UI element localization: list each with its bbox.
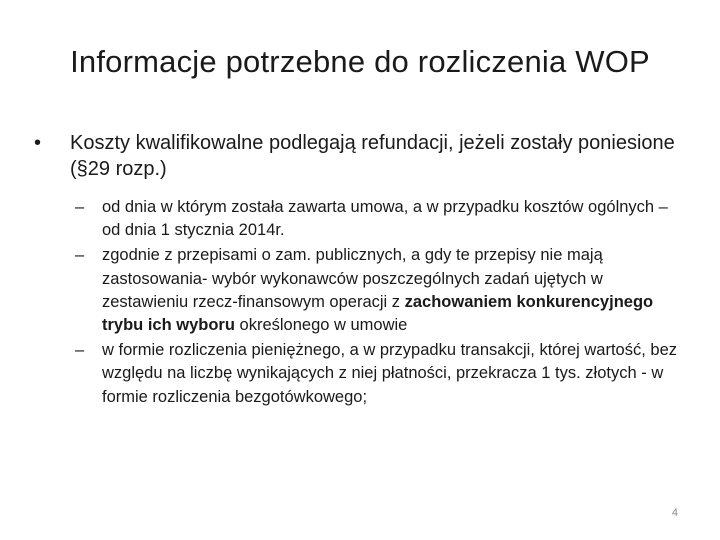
sub-bullet-marker: –: [75, 246, 85, 265]
page-number: 4: [671, 507, 678, 519]
slide-title: Informacje potrzebne do rozliczenia WOP: [70, 44, 650, 79]
main-bullet-text: Koszty kwalifikowalne podlegają refundacji, jeżeli zostały poniesione (§29 rozp.): [70, 132, 675, 180]
sub-bullet-item-start-date: [34, 196, 684, 242]
sub-bullet-item-procurement: [34, 244, 684, 337]
sub-bullet-text: w formie rozliczenia pieniężnego, a w przypadku transakcji, której wartość, bez względu na liczbę wynikających z niej płatności, przekracza 1 tys. złotych - w formie rozliczenia bezgotówkowego;: [102, 341, 678, 406]
sub-bullet-text-bold: zachowaniem konkurencyjnego trybu ich wyboru: [102, 292, 654, 335]
sub-bullet-text: od dnia w którym została zawarta umowa, a w przypadku kosztów ogólnych – od dnia 1 stycznia 2014r.: [102, 198, 668, 240]
main-bullet: [34, 130, 684, 182]
sub-bullet-text-before: zgodnie z przepisami o zam. publicznych, a gdy te przepisy nie mają zastosowania- wybór wykonawców poszczególnych zadań ujętych w zestawieniu rzecz-finansowym operacji z: [102, 246, 603, 311]
sub-bullet-item-payment-form: [34, 339, 684, 409]
sub-bullet-marker: –: [75, 341, 85, 360]
sub-bullet-marker: –: [75, 198, 85, 216]
sub-bullet-text-after: określonego w umowie: [234, 316, 408, 335]
sub-bullet-list: [34, 196, 684, 409]
bullet-marker: •: [34, 132, 42, 154]
slide-content: [34, 130, 684, 411]
